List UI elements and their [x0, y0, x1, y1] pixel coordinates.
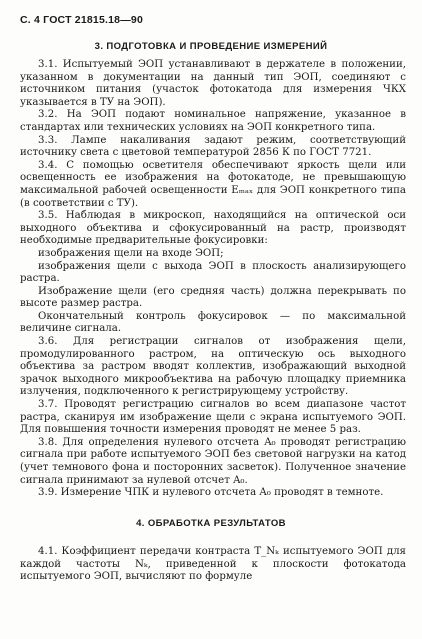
section-3-title: 3. ПОДГОТОВКА И ПРОВЕДЕНИЕ ИЗМЕРЕНИЙ [94, 41, 328, 52]
paragraph: изображения щели с выхода ЭОП в плоскость анализирующего растра. [20, 260, 406, 285]
paragraph: 3.7. Проводят регистрацию сигналов во всем диапазоне частот растра, сканируя им изображение щели с экрана испытуемого ЭОП. Для повышения точности измерения проводят не менее 5 раз. [20, 399, 406, 436]
paragraph: изображения щели на входе ЭОП; [38, 247, 224, 259]
paragraph: 3.2. На ЭОП подают номинальное напряжение, указанное в стандартах или технических условиях на ЭОП конкретного типа. [20, 109, 406, 133]
paragraph: 4.1. Коэффициент передачи контраста T_Nₖ испытуемого ЭОП для каждой частоты Nₖ, приведенной к плоскости фотокатода испытуемого ЭОП, вычисляют по формуле [20, 546, 406, 583]
paragraph: 3.9. Измерение ЧПК и нулевого отсчета A₀ проводят в темноте. [38, 487, 384, 499]
section-4-title: 4. ОБРАБОТКА РЕЗУЛЬТАТОВ [136, 518, 286, 529]
paragraph: 3.8. Для определения нулевого отсчета A₀ проводят регистрацию сигнала при работе испытуемого ЭОП без световой нагрузки на катод (учет темнового фона и посторонних засветок). Полученное значение сигнала принимают за нулевой отсчет A₀. [20, 436, 406, 486]
paragraph: Изображение щели (его средняя часть) должна перекрывать по высоте размер растра. [20, 285, 406, 310]
section-3-body [20, 59, 406, 500]
paragraph: 3.5. Наблюдая в микроскоп, находящийся на оптической оси выходного объектива и сфокусированный на растр, производят необходимые предварительные фокусировки: [20, 210, 406, 247]
paragraph: 3.1. Испытуемый ЭОП устанавливают в держателе в положении, указанном в документации на данный тип ЭОП, соединяют с источником питания (участок фотокатода для измерения ЧКХ указывается в ТУ на ЭОП). [20, 59, 406, 108]
paragraph: 3.4. С помощью осветителя обеспечивают яркость щели или освещенность ее изображения на фотокатоде, не превышающую максимальной рабочей освещенности Eₘₐₓ для ЭОП конкретного типа (в соответствии с ТУ). [20, 159, 406, 209]
paragraph: 3.6. Для регистрации сигналов от изображения щели, промодулированного растром, на оптическую ось выходного объектива за растром вводят коллектив, изображающий выходной зрачок выходного микрообъектива на рабочую площадку приемника излучения, подключенного к регистрирующему устройству. [20, 336, 406, 398]
paragraph: Окончательный контроль фокусировок — по максимальной величине сигнала. [20, 310, 406, 335]
page-header: С. 4 ГОСТ 21815.18—90 [20, 14, 143, 26]
section-4-body [20, 546, 406, 584]
paragraph: 3.3. Лампе накаливания задают режим, соответствующий источнику света с цветовой температурой 2856 К по ГОСТ 7721. [20, 134, 406, 159]
